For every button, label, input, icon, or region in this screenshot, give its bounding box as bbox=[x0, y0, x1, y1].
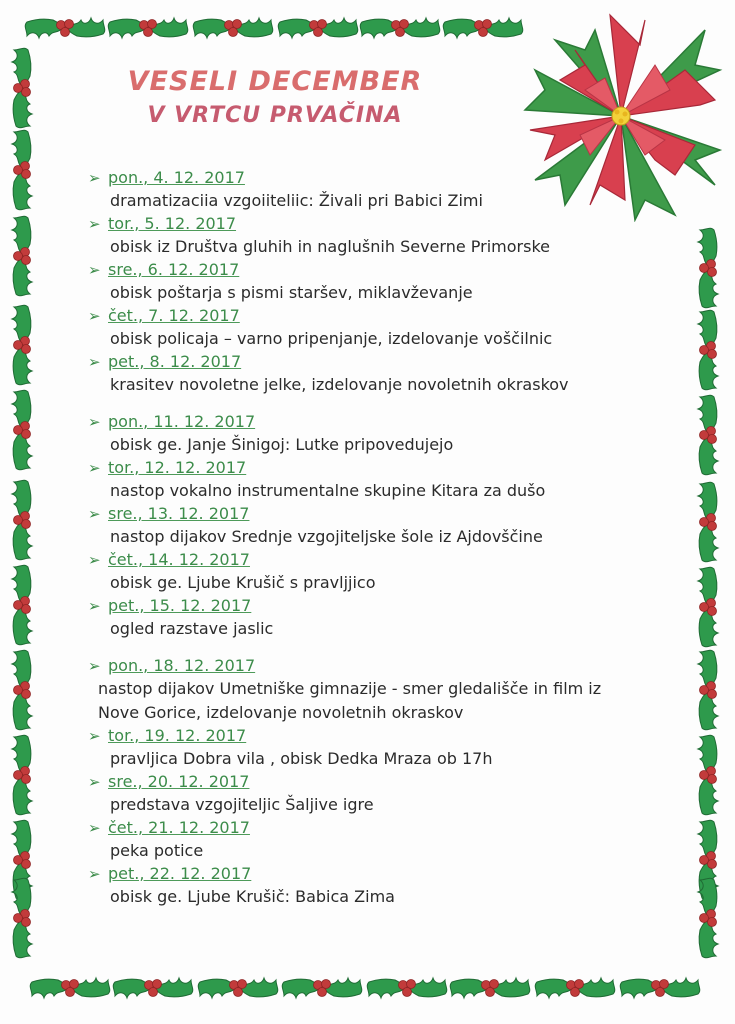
entry-date: pon., 11. 12. 2017 bbox=[108, 412, 256, 431]
date-row bbox=[88, 863, 648, 885]
date-row bbox=[88, 549, 648, 571]
holly-icon bbox=[12, 878, 32, 958]
holly-icon bbox=[698, 395, 718, 475]
arrow-bullet-icon: ➢ bbox=[88, 261, 101, 279]
holly-icon bbox=[367, 978, 447, 998]
entry-date: tor., 12. 12. 2017 bbox=[108, 458, 247, 477]
entry-date: pet., 22. 12. 2017 bbox=[108, 864, 252, 883]
entry-date: pon., 4. 12. 2017 bbox=[108, 168, 245, 187]
entry-description: obisk iz Društva gluhih in naglušnih Severne Primorske bbox=[110, 237, 550, 256]
entry-date: pet., 8. 12. 2017 bbox=[108, 352, 242, 371]
arrow-bullet-icon: ➢ bbox=[88, 307, 101, 325]
schedule-entry bbox=[88, 655, 648, 725]
arrow-bullet-icon: ➢ bbox=[88, 597, 101, 615]
holly-icon bbox=[108, 18, 188, 38]
holly-icon bbox=[698, 567, 718, 647]
date-row bbox=[88, 725, 648, 747]
holly-icon bbox=[360, 18, 440, 38]
arrow-bullet-icon: ➢ bbox=[88, 551, 101, 569]
schedule-entry bbox=[88, 457, 648, 503]
entry-date: sre., 6. 12. 2017 bbox=[108, 260, 240, 279]
holly-icon bbox=[25, 18, 105, 38]
entry-description: obisk ge. Janje Šinigoj: Lutke pripovedujejo bbox=[110, 435, 454, 454]
holly-icon bbox=[12, 735, 32, 815]
schedule-entry bbox=[88, 771, 648, 817]
arrow-bullet-icon: ➢ bbox=[88, 505, 101, 523]
holly-icon bbox=[278, 18, 358, 38]
arrow-bullet-icon: ➢ bbox=[88, 413, 101, 431]
schedule-entry bbox=[88, 259, 648, 305]
date-row bbox=[88, 771, 648, 793]
holly-icon bbox=[535, 978, 615, 998]
holly-icon bbox=[620, 978, 700, 998]
page-title: VESELI DECEMBER bbox=[127, 66, 423, 97]
holly-icon bbox=[12, 480, 32, 560]
entry-description: peka potice bbox=[110, 841, 204, 860]
schedule-entry bbox=[88, 351, 648, 397]
week-gap bbox=[88, 641, 648, 655]
holly-icon bbox=[698, 310, 718, 390]
date-row bbox=[88, 305, 648, 327]
entry-description: krasitev novoletne jelke, izdelovanje novoletnih okraskov bbox=[110, 375, 569, 394]
entry-date: sre., 13. 12. 2017 bbox=[108, 504, 250, 523]
entry-date: čet., 21. 12. 2017 bbox=[108, 818, 250, 837]
schedule-entry bbox=[88, 213, 648, 259]
holly-icon bbox=[12, 130, 32, 210]
date-row bbox=[88, 411, 648, 433]
holly-icon bbox=[193, 18, 273, 38]
holly-icon bbox=[113, 978, 193, 998]
date-row bbox=[88, 817, 648, 839]
arrow-bullet-icon: ➢ bbox=[88, 169, 101, 187]
holly-icon bbox=[198, 978, 278, 998]
holly-icon bbox=[698, 228, 718, 308]
arrow-bullet-icon: ➢ bbox=[88, 353, 101, 371]
week-gap bbox=[88, 397, 648, 411]
holly-icon bbox=[12, 216, 32, 296]
entry-description: predstava vzgojiteljic Šaljive igre bbox=[110, 795, 374, 814]
holly-icon bbox=[12, 390, 32, 470]
entry-description: dramatizaciia vzgoiiteliic: Živali pri Babici Zimi bbox=[110, 191, 483, 210]
date-row bbox=[88, 259, 648, 281]
date-row bbox=[88, 595, 648, 617]
entry-description: pravljica Dobra vila , obisk Dedka Mraza ob 17h bbox=[110, 749, 493, 768]
holly-icon bbox=[698, 735, 718, 815]
schedule-entry bbox=[88, 503, 648, 549]
entry-date: pet., 15. 12. 2017 bbox=[108, 596, 252, 615]
schedule-entry bbox=[88, 725, 648, 771]
schedule-entry bbox=[88, 167, 648, 213]
entry-date: čet., 7. 12. 2017 bbox=[108, 306, 240, 325]
holly-icon bbox=[12, 305, 32, 385]
arrow-bullet-icon: ➢ bbox=[88, 865, 101, 883]
date-row bbox=[88, 351, 648, 373]
arrow-bullet-icon: ➢ bbox=[88, 657, 101, 675]
date-row bbox=[88, 503, 648, 525]
entry-description: obisk ge. Ljube Krušič s pravljjico bbox=[110, 573, 376, 592]
arrow-bullet-icon: ➢ bbox=[88, 819, 101, 837]
date-row bbox=[88, 457, 648, 479]
holly-icon bbox=[282, 978, 362, 998]
schedule-entry bbox=[88, 817, 648, 863]
entry-description: nastop dijakov Umetniške gimnazije - smer gledališče in film iz Nove Gorice, izdelovanje novoletnih okraskov bbox=[98, 679, 602, 722]
entry-description: nastop dijakov Srednje vzgojiteljske šole iz Ajdovščine bbox=[110, 527, 543, 546]
entry-date: tor., 5. 12. 2017 bbox=[108, 214, 237, 233]
entry-description: obisk poštarja s pismi staršev, miklavževanje bbox=[110, 283, 473, 302]
arrow-bullet-icon: ➢ bbox=[88, 459, 101, 477]
entry-date: tor., 19. 12. 2017 bbox=[108, 726, 247, 745]
date-row bbox=[88, 167, 648, 189]
arrow-bullet-icon: ➢ bbox=[88, 727, 101, 745]
entry-description: ogled razstave jaslic bbox=[110, 619, 274, 638]
holly-icon bbox=[12, 565, 32, 645]
page-subtitle: V VRTCU PRVAČINA bbox=[147, 103, 403, 128]
schedule-list bbox=[88, 167, 648, 909]
schedule-entry bbox=[88, 595, 648, 641]
arrow-bullet-icon: ➢ bbox=[88, 773, 101, 791]
holly-icon bbox=[698, 878, 718, 958]
entry-description: obisk policaja – varno pripenjanje, izdelovanje voščilnic bbox=[110, 329, 553, 348]
holly-icon bbox=[443, 18, 523, 38]
entry-date: sre., 20. 12. 2017 bbox=[108, 772, 250, 791]
entry-date: čet., 14. 12. 2017 bbox=[108, 550, 250, 569]
holly-icon bbox=[698, 482, 718, 562]
entry-description: obisk ge. Ljube Krušič: Babica Zima bbox=[110, 887, 395, 906]
entry-date: pon., 18. 12. 2017 bbox=[108, 656, 256, 675]
holly-icon bbox=[12, 650, 32, 730]
arrow-bullet-icon: ➢ bbox=[88, 215, 101, 233]
schedule-entry bbox=[88, 549, 648, 595]
schedule-entry bbox=[88, 305, 648, 351]
schedule-entry bbox=[88, 863, 648, 909]
schedule-entry bbox=[88, 411, 648, 457]
date-row bbox=[88, 213, 648, 235]
holly-icon bbox=[698, 650, 718, 730]
entry-description: nastop vokalno instrumentalne skupine Kitara za dušo bbox=[110, 481, 546, 500]
holly-icon bbox=[30, 978, 110, 998]
holly-icon bbox=[450, 978, 530, 998]
date-row bbox=[88, 655, 648, 677]
